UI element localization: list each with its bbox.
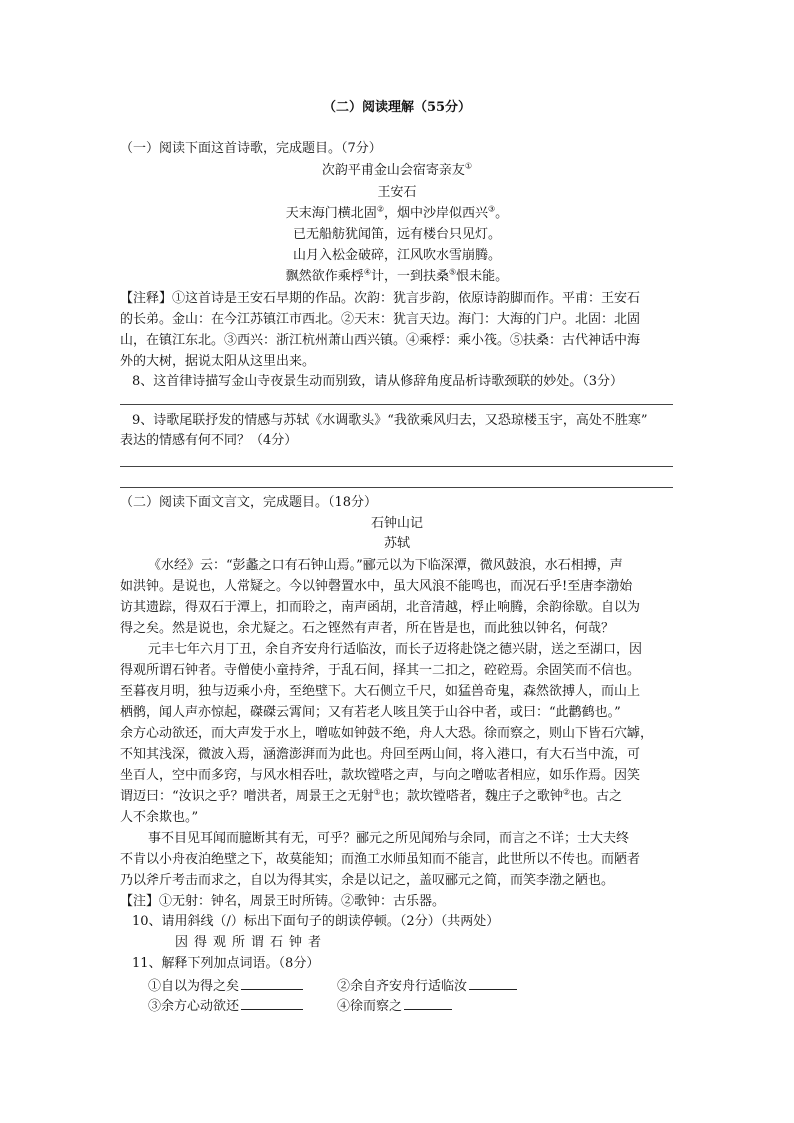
answer-line-q9-2[interactable] [120,487,673,488]
p2-line-8-b: 也；款坎镗嗒者，魏庄子之歌钟 [380,789,563,804]
poem-notes-line-3: 山，在镇江东北。③西兴：浙江杭州萧山西兴镇。④乘桴：乘小筏。⑤扶桑：古代神话中海 [120,333,641,348]
poem-line-1-c: 。 [495,206,509,221]
p2-line-8 [120,788,622,806]
p2-line-6: 不知其浅深，微波入焉，涵澹澎湃而为此也。舟回至两山间，将入港口，有大石当中流，可 [120,747,641,762]
poem-title-note: ① [464,161,473,171]
poem-line-4-c: 恨未能。 [456,269,509,284]
question-9-line-2: 表达的情感有何不同？（4分） [120,433,298,448]
poem-line-4-note-b: ⑤ [449,267,457,277]
question-8: 8、这首律诗描写金山寺夜景生动而别致，请从修辞角度品析诗歌颈联的妙处。（3分） [132,374,624,389]
p2-line-4: 栖鹘，闻人声亦惊起，磔磔云霄间；又有若老人咳且笑于山谷中者，或曰：“此鹳鹤也。” [120,705,621,720]
q11-item-3-text: ③余方心动欲还 [148,999,240,1014]
q11-item-4-blank[interactable] [404,996,452,1010]
poem-intro: （一）阅读下面这首诗歌，完成题目。（7分） [120,141,382,156]
poem-line-2: 已无船舫犹闻笛，远有楼台只见灯。 [292,227,501,242]
prose-title: 石钟山记 [370,516,423,531]
prose-author: 苏轼 [383,536,410,551]
poem-notes-line-2: 的长弟。金山：在今江苏镇江市西北。②天末：犹言天边。海门：大海的门户。北固：北固 [120,312,641,327]
p2-line-1: 元丰七年六月丁丑，余自齐安舟行适临汝，而长子迈将赴饶之德兴尉，送之至湖口，因 [148,642,643,657]
section-title: （二）阅读理解（55分） [322,100,472,115]
p2-line-8-a: 谓迈曰：“汝识之乎？噌洪者，周景王之无射 [120,789,374,804]
answer-line-q8[interactable] [120,404,673,405]
p1-line-3: 访其遗踪，得双石于潭上，扣而聆之，南声函胡，北音清越，桴止响腾，余韵徐歇。自以为 [120,600,641,615]
question-9-line-1: 9、诗歌尾联抒发的情感与苏轼《水调歌头》“我欲乘风归去，又恐琼楼玉宇，高处不胜寒” [132,413,648,428]
prose-intro: （二）阅读下面文言文，完成题目。（18分） [120,495,378,510]
poem-line-4-note-a: ④ [363,267,371,277]
q11-item-3-blank[interactable] [241,996,303,1010]
p2-line-2: 得观所谓石钟者。寺僧使小童持斧，于乱石间，择其一二扣之，硿硿焉。余固笑而不信也。 [120,663,641,678]
poem-line-1-note-b: ③ [488,204,496,214]
q11-item-1-text: ①自以为得之矣 [148,979,240,994]
q11-item-1-blank[interactable] [241,976,303,990]
p2-line-8-c: 也。古之 [570,789,623,804]
p2-line-7: 坐百人，空中而多窍，与风水相吞吐，款坎镗嗒之声，与向之噌吰者相应，如乐作焉。因笑 [120,768,641,783]
q11-item-4 [337,996,452,1016]
p2-line-9: 人不余欺也。” [120,810,199,825]
p2-note-mark-2: ② [562,787,571,797]
p3-line-1: 事不目见耳闻而臆断其有无，可乎？郦元之所见闻殆与余同，而言之不详；士大夫终 [148,831,630,846]
poem-line-1-a: 天末海门横北固 [285,206,377,221]
poem-author: 王安石 [377,185,417,200]
q11-item-1 [148,976,303,996]
p1-line-4: 得之矣。然是说也，余尤疑之。石之铿然有声者，所在皆是也，而此独以钟名，何哉？ [120,621,615,636]
poem-notes-line-4: 外的大树，据说太阳从这里出来。 [120,354,316,369]
q11-item-4-text: ④徐而察之 [337,999,403,1014]
answer-line-q9-1[interactable] [120,466,673,467]
poem-title-text: 次韵平甫金山会宿寄亲友 [321,163,465,178]
q11-item-2 [337,976,517,996]
p3-line-2: 不肯以小舟夜泊绝壁之下，故莫能知；而渔工水师虽知而不能言，此世所以不传也。而陋者 [120,852,641,867]
poem-line-3: 山月入松金破碎，江风吹水雪崩腾。 [292,248,501,263]
question-10: 10、请用斜线（/）标出下面句子的朗读停顿。（2分）（共两处） [132,914,500,929]
p2-line-5: 余方心动欲还，而大声发于水上，噌吰如钟鼓不绝，舟人大恐。徐而察之，则山下皆石穴罅， [120,726,654,741]
poem-line-4-b: 计，一到扶桑 [370,269,449,284]
p3-line-3: 乃以斧斤考击而求之，自以为得其实，余是以记之，盖叹郦元之简，而笑李渤之陋也。 [120,873,615,888]
p2-line-3: 至暮夜月明，独与迈乘小舟，至绝壁下。大石侧立千尺，如猛兽奇鬼，森然欲搏人，而山上 [120,684,641,699]
poem-line-4-a: 飘然欲作乘桴 [285,269,364,284]
poem-line-1 [0,205,794,223]
p1-line-2: 如洪钟。是说也，人常疑之。今以钟磬置水中，虽大风浪不能鸣也，而况石乎!至唐李渤始 [120,579,633,594]
prose-notes: 【注】①无射：钟名，周景王时所铸。②歌钟：古乐器。 [120,894,446,909]
question-10-sentence[interactable]: 因得观所谓石钟者 [175,935,328,950]
question-11: 11、解释下列加点词语。（8分） [132,956,320,971]
poem-line-1-b: ，烟中沙岸似西兴 [383,206,488,221]
p2-note-mark-1: ① [373,787,381,797]
q11-item-2-text: ②余自齐安舟行适临汝 [337,979,468,994]
poem-line-1-note-a: ② [376,204,384,214]
poem-line-4 [0,268,794,286]
p1-line-1: 《水经》云：“彭蠡之口有石钟山焉。”郦元以为下临深潭，微风鼓浪，水石相搏，声 [148,558,623,573]
poem-notes-line-1: 【注释】①这首诗是王安石早期的作品。次韵：犹言步韵，依原诗韵脚而作。平甫：王安石 [120,291,641,306]
q11-item-3 [148,996,303,1016]
poem-title [0,162,794,180]
q11-item-2-blank[interactable] [469,976,517,990]
